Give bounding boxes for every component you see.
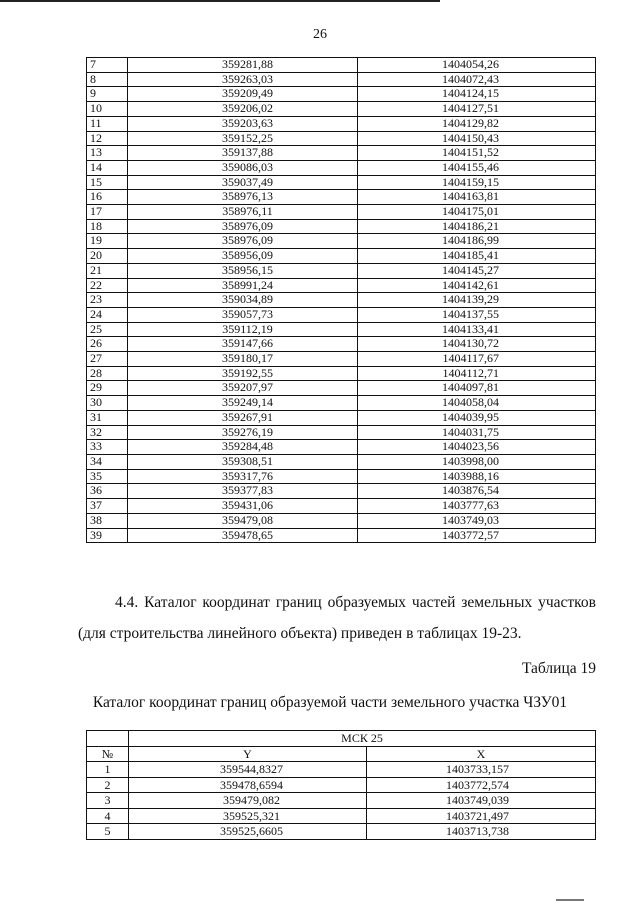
cell-x: 1404031,75 (358, 425, 596, 440)
cell-y: 359284,48 (128, 440, 358, 455)
scan-mark (556, 899, 584, 901)
table-row (87, 160, 596, 175)
cell-x: 1404186,21 (358, 219, 596, 234)
table-row (87, 777, 596, 793)
table-19-body (87, 731, 596, 840)
table-row (87, 469, 596, 484)
cell-n: 7 (87, 58, 128, 73)
table-header-row (87, 731, 596, 747)
table-row (87, 366, 596, 381)
cell-y: 358956,15 (128, 263, 358, 278)
cell-n: 38 (87, 513, 128, 528)
table-row (87, 824, 596, 840)
page-number: 26 (313, 27, 327, 42)
table-row (87, 249, 596, 264)
cell-n: 14 (87, 160, 128, 175)
cell-x: 1403733,157 (367, 762, 596, 778)
table-row (87, 322, 596, 337)
cell-n: 35 (87, 469, 128, 484)
cell-y: 359281,88 (128, 58, 358, 73)
table-row (87, 307, 596, 322)
cell-n: 18 (87, 219, 128, 234)
cell-n: 37 (87, 499, 128, 514)
cell-y: 358976,11 (128, 205, 358, 220)
cell-x: 1404142,61 (358, 278, 596, 293)
table-row (87, 381, 596, 396)
table-row (87, 762, 596, 778)
cell-y: 359276,19 (128, 425, 358, 440)
cell-n: 21 (87, 263, 128, 278)
table-row (87, 352, 596, 367)
cell-y: 359544,8327 (129, 762, 367, 778)
cell-n: 15 (87, 175, 128, 190)
cell-x: 1404039,95 (358, 410, 596, 425)
cell-y: 359249,14 (128, 396, 358, 411)
cell-y: 359308,51 (128, 454, 358, 469)
table-row (87, 58, 596, 73)
table-row (87, 793, 596, 809)
cell-x: 1404130,72 (358, 337, 596, 352)
cell-y: 359037,49 (128, 175, 358, 190)
table-row (87, 396, 596, 411)
header-spacer (87, 731, 129, 747)
cell-x: 1404185,41 (358, 249, 596, 264)
table-row (87, 454, 596, 469)
cell-y: 358976,09 (128, 219, 358, 234)
cell-y: 359478,65 (128, 528, 358, 543)
cell-x: 1404186,99 (358, 234, 596, 249)
table-row (87, 263, 596, 278)
cell-y: 359206,02 (128, 102, 358, 117)
cell-n: 27 (87, 352, 128, 367)
table-title: Каталог координат границ образуемой части земельного участка ЧЗУ01 (92, 694, 568, 711)
table-row (87, 190, 596, 205)
cell-y: 359203,63 (128, 116, 358, 131)
table-row (87, 72, 596, 87)
cell-n: 17 (87, 205, 128, 220)
coordinate-system-header: МСК 25 (129, 731, 596, 747)
cell-x: 1403988,16 (358, 469, 596, 484)
cell-n: 30 (87, 396, 128, 411)
table-row (87, 440, 596, 455)
cell-x: 1404072,43 (358, 72, 596, 87)
cell-y: 359057,73 (128, 307, 358, 322)
cell-y: 359209,49 (128, 87, 358, 102)
cell-x: 1403713,738 (367, 824, 596, 840)
cell-x: 1404151,52 (358, 146, 596, 161)
cell-x: 1404155,46 (358, 160, 596, 175)
cell-n: 26 (87, 337, 128, 352)
cell-n: 25 (87, 322, 128, 337)
cell-x: 1404023,56 (358, 440, 596, 455)
section-heading-line1: 4.4. Каталог координат границ образуемых частей земельных участков (115, 594, 596, 611)
cell-n: 32 (87, 425, 128, 440)
cell-y: 359137,88 (128, 146, 358, 161)
cell-y: 359267,91 (128, 410, 358, 425)
cell-n: 24 (87, 307, 128, 322)
cell-n: 29 (87, 381, 128, 396)
cell-x: 1403998,00 (358, 454, 596, 469)
cell-y: 359112,19 (128, 322, 358, 337)
table-row (87, 337, 596, 352)
cell-n: 23 (87, 293, 128, 308)
cell-x: 1404058,04 (358, 396, 596, 411)
table-row (87, 146, 596, 161)
cell-x: 1404129,82 (358, 116, 596, 131)
cell-x: 1403772,574 (367, 777, 596, 793)
cell-y: 359431,06 (128, 499, 358, 514)
cell-y: 358991,24 (128, 278, 358, 293)
table-caption: Таблица 19 (521, 660, 596, 677)
cell-y: 359479,08 (128, 513, 358, 528)
cell-y: 359317,76 (128, 469, 358, 484)
table-row (87, 219, 596, 234)
cell-n: 3 (87, 793, 129, 809)
cell-y: 359525,6605 (129, 824, 367, 840)
table-row (87, 278, 596, 293)
cell-y: 359479,082 (129, 793, 367, 809)
cell-y: 359152,25 (128, 131, 358, 146)
table-row (87, 293, 596, 308)
cell-x: 1403772,57 (358, 528, 596, 543)
table-header-row (87, 746, 596, 762)
table-row (87, 410, 596, 425)
cell-n: 4 (87, 808, 129, 824)
table-row (87, 513, 596, 528)
cell-x: 1404159,15 (358, 175, 596, 190)
cell-x: 1404097,81 (358, 381, 596, 396)
cell-y: 358976,13 (128, 190, 358, 205)
cell-x: 1403749,039 (367, 793, 596, 809)
cell-x: 1404112,71 (358, 366, 596, 381)
cell-n: 19 (87, 234, 128, 249)
cell-x: 1404124,15 (358, 87, 596, 102)
cell-n: 10 (87, 102, 128, 117)
cell-y: 359207,97 (128, 381, 358, 396)
cell-x: 1403777,63 (358, 499, 596, 514)
cell-x: 1404163,81 (358, 190, 596, 205)
cell-x: 1404139,29 (358, 293, 596, 308)
coordinates-table-body (87, 58, 596, 543)
cell-y: 359377,83 (128, 484, 358, 499)
table-row (87, 425, 596, 440)
cell-y: 359034,89 (128, 293, 358, 308)
cell-n: 20 (87, 249, 128, 264)
cell-x: 1404133,41 (358, 322, 596, 337)
table-row (87, 528, 596, 543)
cell-x: 1404150,43 (358, 131, 596, 146)
header-y: Y (129, 746, 367, 762)
cell-x: 1404054,26 (358, 58, 596, 73)
cell-n: 8 (87, 72, 128, 87)
table-row (87, 205, 596, 220)
cell-n: 34 (87, 454, 128, 469)
cell-y: 359525,321 (129, 808, 367, 824)
top-rule (0, 0, 440, 2)
cell-n: 22 (87, 278, 128, 293)
table-row (87, 102, 596, 117)
cell-n: 31 (87, 410, 128, 425)
table-row (87, 116, 596, 131)
cell-n: 39 (87, 528, 128, 543)
table-row (87, 484, 596, 499)
cell-y: 359147,66 (128, 337, 358, 352)
cell-n: 1 (87, 762, 129, 778)
cell-n: 33 (87, 440, 128, 455)
section-heading-line2: (для строительства линейного объекта) приведен в таблицах 19-23. (78, 625, 522, 642)
cell-n: 9 (87, 87, 128, 102)
cell-y: 358956,09 (128, 249, 358, 264)
table-row (87, 175, 596, 190)
header-x: X (367, 746, 596, 762)
header-number: № (87, 746, 129, 762)
cell-n: 12 (87, 131, 128, 146)
cell-n: 2 (87, 777, 129, 793)
coordinates-table-19 (86, 730, 596, 840)
cell-n: 5 (87, 824, 129, 840)
cell-y: 359086,03 (128, 160, 358, 175)
cell-n: 16 (87, 190, 128, 205)
cell-n: 36 (87, 484, 128, 499)
cell-n: 28 (87, 366, 128, 381)
cell-n: 11 (87, 116, 128, 131)
table-row (87, 808, 596, 824)
cell-x: 1403721,497 (367, 808, 596, 824)
cell-n: 13 (87, 146, 128, 161)
table-row (87, 499, 596, 514)
table-row (87, 87, 596, 102)
cell-x: 1404175,01 (358, 205, 596, 220)
table-row (87, 131, 596, 146)
cell-x: 1403876,54 (358, 484, 596, 499)
cell-y: 359478,6594 (129, 777, 367, 793)
cell-x: 1404145,27 (358, 263, 596, 278)
cell-y: 359263,03 (128, 72, 358, 87)
cell-y: 358976,09 (128, 234, 358, 249)
cell-x: 1404127,51 (358, 102, 596, 117)
cell-x: 1403749,03 (358, 513, 596, 528)
cell-x: 1404117,67 (358, 352, 596, 367)
coordinates-table-continued (86, 57, 596, 543)
cell-x: 1404137,55 (358, 307, 596, 322)
cell-y: 359192,55 (128, 366, 358, 381)
table-row (87, 234, 596, 249)
cell-y: 359180,17 (128, 352, 358, 367)
